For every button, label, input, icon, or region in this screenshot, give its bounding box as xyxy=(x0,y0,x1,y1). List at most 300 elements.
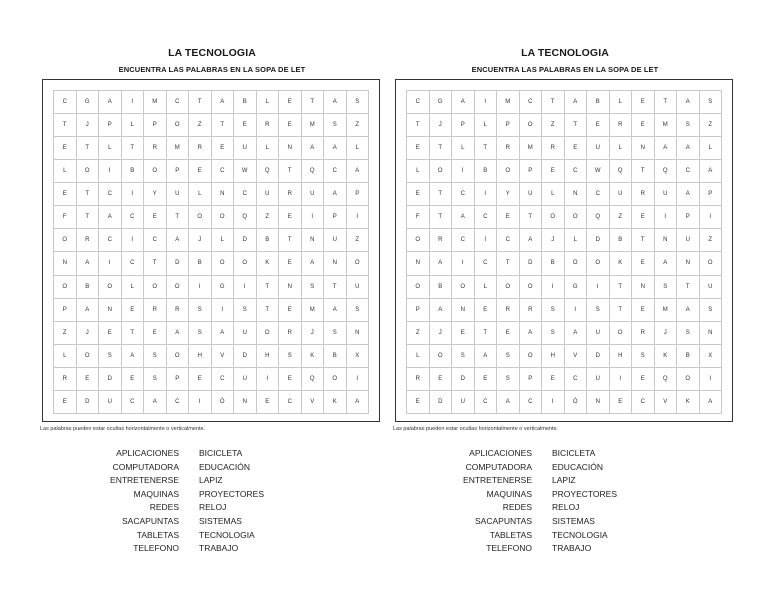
grid-cell: A xyxy=(144,390,167,413)
grid-cell: T xyxy=(609,298,632,321)
grid-cell: L xyxy=(452,137,475,160)
grid-cell: N xyxy=(587,390,610,413)
grid-cell: U xyxy=(587,367,610,390)
grid-cell: T xyxy=(166,206,189,229)
grid-cell: O xyxy=(166,114,189,137)
grid-cell: N xyxy=(632,275,655,298)
grid-cell: A xyxy=(654,137,677,160)
grid-cell: C xyxy=(121,390,144,413)
word-list-column-right xyxy=(199,447,369,556)
grid-cell: L xyxy=(54,344,77,367)
grid-cell: A xyxy=(677,183,700,206)
grid-cell: Z xyxy=(609,206,632,229)
grid-cell: O xyxy=(452,275,475,298)
grid-cell: O xyxy=(211,252,234,275)
grid-row xyxy=(407,91,722,114)
word-item: LAPIZ xyxy=(199,475,223,486)
grid-cell: A xyxy=(346,160,369,183)
grid-cell: C xyxy=(121,206,144,229)
grid-cell: U xyxy=(654,183,677,206)
grid-cell: A xyxy=(121,344,144,367)
word-item: SISTEMAS xyxy=(552,515,595,526)
grid-row xyxy=(54,298,369,321)
word-item: TABLETAS xyxy=(489,529,532,540)
grid-cell: G xyxy=(76,91,99,114)
grid-cell: P xyxy=(144,114,167,137)
grid-cell: U xyxy=(166,183,189,206)
grid-cell: O xyxy=(76,160,99,183)
grid-cell: C xyxy=(632,390,655,413)
letter-grid xyxy=(53,90,369,414)
word-item: TRABAJO xyxy=(552,543,592,554)
grid-cell: T xyxy=(407,114,430,137)
grid-cell: C xyxy=(564,367,587,390)
grid-cell: D xyxy=(76,390,99,413)
grid-cell: I xyxy=(189,390,212,413)
grid-cell: E xyxy=(429,367,452,390)
grid-cell: P xyxy=(166,367,189,390)
grid-cell: N xyxy=(279,275,302,298)
grid-cell: C xyxy=(564,160,587,183)
grid-cell: A xyxy=(519,229,542,252)
grid-cell: C xyxy=(279,390,302,413)
grid-cell: Z xyxy=(346,229,369,252)
grid-cell: M xyxy=(301,298,324,321)
grid-cell: B xyxy=(76,275,99,298)
word-item: TELEFONO xyxy=(486,543,532,554)
grid-cell: S xyxy=(497,344,520,367)
grid-cell: X xyxy=(699,344,722,367)
grid-cell: T xyxy=(519,206,542,229)
grid-cell: Q xyxy=(654,367,677,390)
grid-cell: A xyxy=(99,206,122,229)
grid-cell: S xyxy=(654,275,677,298)
grid-cell: C xyxy=(166,390,189,413)
grid-cell: Ó xyxy=(211,390,234,413)
grid-cell: I xyxy=(452,252,475,275)
grid-cell: T xyxy=(654,91,677,114)
grid-cell: R xyxy=(632,183,655,206)
grid-cell: B xyxy=(324,344,347,367)
grid-cell: O xyxy=(429,160,452,183)
grid-cell: C xyxy=(474,206,497,229)
word-item: EDUCACIÓN xyxy=(552,461,604,472)
grid-cell: T xyxy=(279,160,302,183)
grid-cell: B xyxy=(609,229,632,252)
grid-cell: S xyxy=(234,298,257,321)
grid-cell: M xyxy=(654,114,677,137)
grid-cell: P xyxy=(407,298,430,321)
grid-cell: L xyxy=(407,160,430,183)
grid-cell: U xyxy=(677,229,700,252)
grid-cell: T xyxy=(279,229,302,252)
grid-cell: I xyxy=(99,160,122,183)
grid-cell: U xyxy=(587,137,610,160)
grid-cell: A xyxy=(324,183,347,206)
word-item: EDUCACIÓN xyxy=(199,461,251,472)
grid-cell: G xyxy=(564,275,587,298)
grid-row xyxy=(407,367,722,390)
grid-cell: S xyxy=(677,114,700,137)
grid-cell: N xyxy=(99,298,122,321)
grid-cell: Z xyxy=(346,114,369,137)
grid-cell: E xyxy=(99,321,122,344)
grid-cell: E xyxy=(542,160,565,183)
grid-cell: B xyxy=(542,252,565,275)
grid-cell: S xyxy=(587,298,610,321)
grid-cell: B xyxy=(121,160,144,183)
grid-cell: D xyxy=(234,229,257,252)
grid-cell: R xyxy=(279,183,302,206)
grid-cell: R xyxy=(54,367,77,390)
grid-cell: A xyxy=(346,390,369,413)
grid-cell: C xyxy=(407,91,430,114)
grid-cell: K xyxy=(324,390,347,413)
grid-cell: T xyxy=(497,252,520,275)
grid-cell: C xyxy=(474,252,497,275)
grid-cell: X xyxy=(346,344,369,367)
grid-cell: I xyxy=(542,275,565,298)
grid-cell: R xyxy=(542,137,565,160)
grid-cell: E xyxy=(542,367,565,390)
word-item: REDES xyxy=(502,502,532,513)
grid-cell: I xyxy=(609,367,632,390)
grid-cell: A xyxy=(429,252,452,275)
grid-cell: C xyxy=(324,160,347,183)
grid-cell: S xyxy=(632,344,655,367)
grid-cell: D xyxy=(429,390,452,413)
word-item: TECNOLOGIA xyxy=(552,529,608,540)
grid-cell: E xyxy=(76,367,99,390)
grid-cell: R xyxy=(189,137,212,160)
grid-cell: A xyxy=(699,390,722,413)
grid-cell: E xyxy=(564,137,587,160)
grid-cell: T xyxy=(677,275,700,298)
grid-cell: I xyxy=(346,206,369,229)
grid-cell: G xyxy=(211,275,234,298)
grid-cell: U xyxy=(99,390,122,413)
grid-cell: R xyxy=(632,321,655,344)
grid-cell: Z xyxy=(256,206,279,229)
grid-cell: S xyxy=(324,321,347,344)
grid-cell: U xyxy=(519,183,542,206)
grid-cell: A xyxy=(497,390,520,413)
grid-cell: T xyxy=(429,137,452,160)
grid-cell: N xyxy=(301,229,324,252)
grid-cell: E xyxy=(632,206,655,229)
grid-cell: L xyxy=(121,114,144,137)
grid-cell: Q xyxy=(256,160,279,183)
grid-cell: U xyxy=(256,183,279,206)
grid-cell: Z xyxy=(189,114,212,137)
grid-cell: K xyxy=(609,252,632,275)
grid-cell: E xyxy=(189,160,212,183)
grid-cell: O xyxy=(54,275,77,298)
grid-cell: Z xyxy=(542,114,565,137)
grid-cell: K xyxy=(301,344,324,367)
grid-cell: U xyxy=(699,275,722,298)
grid-cell: B xyxy=(587,91,610,114)
word-item: MAQUINAS xyxy=(133,488,179,499)
grid-cell: L xyxy=(121,275,144,298)
grid-cell: I xyxy=(699,206,722,229)
grid-cell: T xyxy=(301,91,324,114)
grid-cell: O xyxy=(677,367,700,390)
grid-cell: A xyxy=(211,321,234,344)
grid-cell: R xyxy=(144,137,167,160)
grid-cell: T xyxy=(54,114,77,137)
word-item: SACAPUNTAS xyxy=(122,515,179,526)
grid-cell: S xyxy=(542,298,565,321)
grid-cell: C xyxy=(166,91,189,114)
grid-cell: E xyxy=(144,206,167,229)
grid-cell: E xyxy=(587,114,610,137)
grid-cell: R xyxy=(279,321,302,344)
grid-cell: S xyxy=(699,91,722,114)
puzzle-subtitle: ENCUENTRA LAS PALABRAS EN LA SOPA DE LET xyxy=(118,65,306,74)
grid-cell: N xyxy=(654,229,677,252)
grid-row xyxy=(407,206,722,229)
grid-cell: D xyxy=(587,344,610,367)
grid-cell: U xyxy=(234,137,257,160)
grid-cell: W xyxy=(587,160,610,183)
grid-cell: R xyxy=(497,137,520,160)
grid-cell: S xyxy=(144,367,167,390)
grid-cell: C xyxy=(452,183,475,206)
grid-cell: E xyxy=(632,252,655,275)
grid-cell: H xyxy=(542,344,565,367)
grid-cell: O xyxy=(234,252,257,275)
grid-cell: R xyxy=(166,298,189,321)
grid-cell: L xyxy=(407,344,430,367)
grid-cell: U xyxy=(346,275,369,298)
grid-cell: A xyxy=(677,298,700,321)
grid-cell: B xyxy=(474,160,497,183)
grid-cell: P xyxy=(699,183,722,206)
grid-cell: C xyxy=(587,183,610,206)
puzzle-title: LA TECNOLOGIA xyxy=(521,47,609,59)
grid-cell: B xyxy=(234,91,257,114)
grid-cell: I xyxy=(99,252,122,275)
grid-cell: P xyxy=(99,114,122,137)
grid-cell: G xyxy=(429,91,452,114)
grid-cell: O xyxy=(497,275,520,298)
grid-cell: C xyxy=(54,91,77,114)
word-item: RELOJ xyxy=(552,502,580,513)
word-item: REDES xyxy=(149,502,179,513)
grid-cell: T xyxy=(121,137,144,160)
grid-cell: R xyxy=(144,298,167,321)
grid-cell: R xyxy=(76,229,99,252)
grid-cell: A xyxy=(564,321,587,344)
grid-cell: E xyxy=(497,206,520,229)
grid-cell: W xyxy=(234,160,257,183)
grid-row xyxy=(54,275,369,298)
grid-cell: T xyxy=(564,114,587,137)
grid-row xyxy=(407,298,722,321)
grid-cell: J xyxy=(189,229,212,252)
grid-row xyxy=(54,114,369,137)
grid-cell: I xyxy=(474,91,497,114)
grid-cell: I xyxy=(121,91,144,114)
grid-cell: L xyxy=(564,229,587,252)
grid-cell: P xyxy=(519,160,542,183)
grid-cell: E xyxy=(121,298,144,321)
word-item: TRABAJO xyxy=(199,543,239,554)
word-list-column-left xyxy=(395,447,532,556)
grid-cell: O xyxy=(519,275,542,298)
grid-cell: C xyxy=(99,229,122,252)
grid-cell: T xyxy=(632,160,655,183)
grid-cell: S xyxy=(677,321,700,344)
grid-cell: E xyxy=(189,367,212,390)
grid-row xyxy=(407,344,722,367)
grid-cell: L xyxy=(211,229,234,252)
grid-cell: S xyxy=(452,344,475,367)
grid-cell: A xyxy=(301,137,324,160)
grid-cell: N xyxy=(346,321,369,344)
grid-cell: E xyxy=(256,390,279,413)
grid-cell: I xyxy=(346,367,369,390)
grid-cell: K xyxy=(654,344,677,367)
grid-cell: P xyxy=(519,367,542,390)
grid-cell: O xyxy=(54,229,77,252)
grid-cell: C xyxy=(677,160,700,183)
grid-cell: M xyxy=(497,91,520,114)
grid-cell: L xyxy=(609,91,632,114)
grid-cell: I xyxy=(699,367,722,390)
grid-cell: M xyxy=(654,298,677,321)
grid-cell: O xyxy=(519,344,542,367)
grid-cell: L xyxy=(256,137,279,160)
grid-cell: O xyxy=(429,344,452,367)
grid-cell: E xyxy=(497,321,520,344)
word-list-column-right xyxy=(552,447,722,556)
grid-cell: A xyxy=(677,91,700,114)
grid-cell: J xyxy=(301,321,324,344)
grid-cell: D xyxy=(166,252,189,275)
grid-cell: O xyxy=(76,344,99,367)
grid-row xyxy=(54,344,369,367)
grid-cell: P xyxy=(346,183,369,206)
grid-cell: V xyxy=(211,344,234,367)
grid-cell: Z xyxy=(699,114,722,137)
grid-cell: B xyxy=(429,275,452,298)
grid-row xyxy=(407,252,722,275)
grid-cell: O xyxy=(407,275,430,298)
grid-cell: E xyxy=(279,252,302,275)
grid-cell: S xyxy=(346,298,369,321)
grid-row xyxy=(54,229,369,252)
grid-cell: E xyxy=(279,367,302,390)
grid-cell: O xyxy=(166,344,189,367)
grid-cell: N xyxy=(234,390,257,413)
grid-row xyxy=(54,137,369,160)
grid-cell: I xyxy=(301,206,324,229)
grid-cell: E xyxy=(279,298,302,321)
letter-grid xyxy=(406,90,722,414)
grid-cell: S xyxy=(324,114,347,137)
grid-cell: U xyxy=(301,183,324,206)
grid-cell: S xyxy=(699,298,722,321)
grid-cell: E xyxy=(632,298,655,321)
grid-cell: T xyxy=(211,114,234,137)
grid-row xyxy=(407,137,722,160)
grid-cell: A xyxy=(99,91,122,114)
grid-cell: I xyxy=(256,367,279,390)
grid-cell: E xyxy=(632,91,655,114)
word-item: SISTEMAS xyxy=(199,515,242,526)
grid-cell: L xyxy=(699,137,722,160)
grid-cell: E xyxy=(121,367,144,390)
grid-cell: D xyxy=(587,229,610,252)
grid-cell: S xyxy=(497,367,520,390)
grid-cell: E xyxy=(407,137,430,160)
grid-cell: I xyxy=(542,390,565,413)
grid-cell: J xyxy=(76,114,99,137)
grid-cell: V xyxy=(301,390,324,413)
instructions-note: Las palabras pueden estar ocultas horizontalmente o verticalmente. xyxy=(40,426,206,432)
grid-row xyxy=(54,252,369,275)
grid-cell: Y xyxy=(497,183,520,206)
grid-cell: P xyxy=(677,206,700,229)
grid-cell: R xyxy=(256,114,279,137)
grid-row xyxy=(54,91,369,114)
grid-cell: C xyxy=(452,229,475,252)
grid-cell: D xyxy=(234,344,257,367)
grid-cell: T xyxy=(429,183,452,206)
grid-cell: K xyxy=(677,390,700,413)
grid-cell: O xyxy=(609,321,632,344)
grid-cell: A xyxy=(166,229,189,252)
grid-cell: O xyxy=(99,275,122,298)
grid-row xyxy=(407,229,722,252)
grid-cell: T xyxy=(121,321,144,344)
grid-cell: H xyxy=(609,344,632,367)
grid-cell: E xyxy=(279,206,302,229)
grid-cell: Q xyxy=(301,160,324,183)
grid-cell: D xyxy=(519,252,542,275)
grid-cell: O xyxy=(144,275,167,298)
grid-cell: A xyxy=(677,137,700,160)
grid-cell: O xyxy=(211,206,234,229)
grid-cell: O xyxy=(256,321,279,344)
grid-cell: L xyxy=(609,137,632,160)
grid-row xyxy=(54,367,369,390)
grid-cell: I xyxy=(564,298,587,321)
grid-cell: R xyxy=(609,114,632,137)
grid-cell: C xyxy=(211,160,234,183)
grid-cell: O xyxy=(564,206,587,229)
grid-cell: C xyxy=(234,183,257,206)
grid-cell: F xyxy=(54,206,77,229)
grid-cell: A xyxy=(519,321,542,344)
grid-cell: M xyxy=(144,91,167,114)
grid-cell: U xyxy=(609,183,632,206)
word-item: APLICACIONES xyxy=(116,448,179,458)
grid-cell: P xyxy=(497,114,520,137)
grid-frame xyxy=(395,79,733,422)
grid-cell: M xyxy=(166,137,189,160)
grid-cell: L xyxy=(54,160,77,183)
grid-cell: C xyxy=(519,91,542,114)
grid-cell: Q xyxy=(609,160,632,183)
grid-cell: B xyxy=(189,252,212,275)
grid-cell: C xyxy=(474,390,497,413)
grid-cell: Q xyxy=(654,160,677,183)
grid-cell: E xyxy=(234,114,257,137)
grid-cell: N xyxy=(279,137,302,160)
